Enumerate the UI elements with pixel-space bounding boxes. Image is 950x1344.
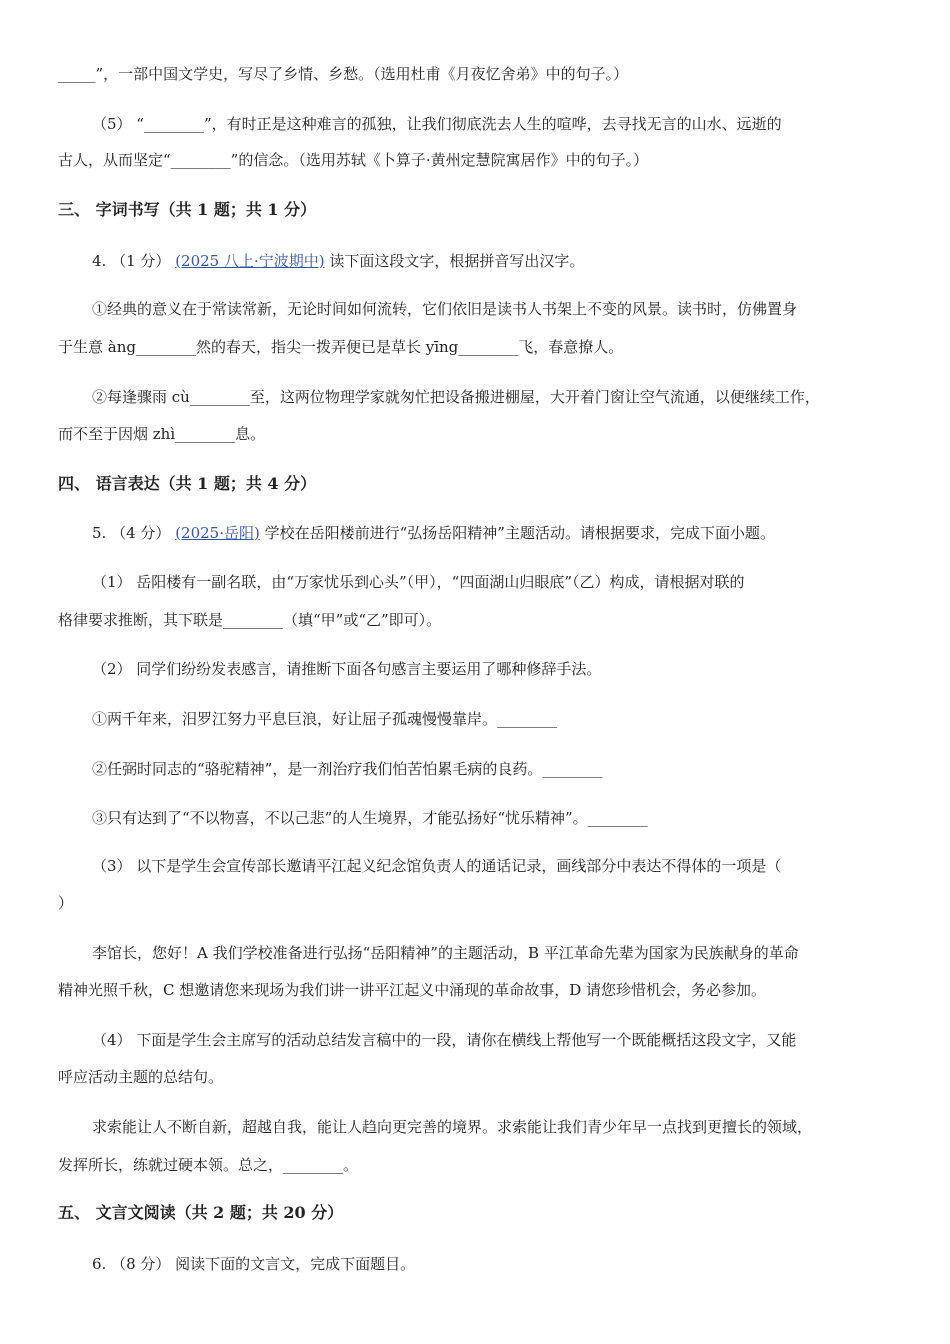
question-text: （3） 以下是学生会宣传部长邀请平江起义纪念馆负责人的通话记录，画线部分中表达不得体的一项是（ bbox=[92, 857, 782, 875]
question-prompt: 读下面这段文字，根据拼音写出汉字。 bbox=[329, 252, 585, 270]
question-text: ③只有达到了“不以物喜，不以己悲”的人生境界，才能弘扬好“忧乐精神”。________ bbox=[92, 809, 648, 827]
source-link[interactable]: (2025·岳阳) bbox=[175, 524, 260, 542]
question-text: 6. （8 分） 阅读下面的文言文，完成下面题目。 bbox=[92, 1255, 416, 1273]
question-text: （5） “________”，有时正是这种难言的孤独，让我们彻底洗去人生的喧哗，去寻找无言的山水、远逝的 bbox=[92, 115, 782, 133]
question-text: 呼应活动主题的总结句。 bbox=[58, 1068, 224, 1086]
question-text: 求索能让人不断自新，超越自我，能让人趋向更完善的境界。求索能让我们青少年早一点找到更擅长的领域， bbox=[92, 1118, 813, 1136]
question-header bbox=[92, 251, 584, 271]
question-text: （1） 岳阳楼有一副名联，由“万家忧乐到心头”（甲），“四面湖山归眼底”（乙）构成，请根据对联的 bbox=[92, 573, 745, 591]
question-text: 发挥所长，练就过硬本领。总之，________。 bbox=[58, 1156, 359, 1174]
question-text: _____”，一部中国文学史，写尽了乡情、乡愁。（选用杜甫《月夜忆舍弟》中的句子。） bbox=[58, 65, 629, 83]
section-heading: 五、 文言文阅读（共 2 题；共 20 分） bbox=[58, 1203, 344, 1222]
source-link[interactable]: (2025 八上·宁波期中) bbox=[175, 252, 325, 270]
question-text: 而不至于因烟 zhì________息。 bbox=[58, 425, 266, 443]
question-text: （4） 下面是学生会主席写的活动总结发言稿中的一段，请你在横线上帮他写一个既能概括这段文字，又能 bbox=[92, 1031, 797, 1049]
question-text: 格律要求推断，其下联是________（填“甲”或“乙”即可）。 bbox=[58, 611, 442, 629]
question-number: 5. （4 分） bbox=[92, 524, 171, 542]
question-number: 4. （1 分） bbox=[92, 252, 171, 270]
question-text: 精神光照千秋，C 想邀请您来现场为我们讲一讲平江起义中涌现的革命故事，D 请您珍惜机会，务必参加。 bbox=[58, 981, 767, 999]
question-text: 古人，从而坚定“________”的信念。（选用苏轼《卜算子·黄州定慧院寓居作》中的句子。） bbox=[58, 151, 649, 169]
question-text: 李馆长，您好！A 我们学校准备进行弘扬“岳阳精神”的主题活动，B 平江革命先辈为国家为民族献身的革命 bbox=[92, 944, 799, 962]
question-text: ②每逢骤雨 cù________至，这两位物理学家就匆忙把设备搬进棚屋，大开着门窗让空气流通，以便继续工作， bbox=[92, 388, 820, 406]
question-header bbox=[92, 523, 775, 543]
question-text: ①经典的意义在于常读常新，无论时间如何流转，它们依旧是读书人书架上不变的风景。读书时，仿佛置身 bbox=[92, 300, 798, 318]
question-text: ②任弼时同志的“骆驼精神”，是一剂治疗我们怕苦怕累毛病的良药。________ bbox=[92, 760, 603, 778]
question-text: ） bbox=[58, 894, 74, 912]
question-text: （2） 同学们纷纷发表感言，请推断下面各句感言主要运用了哪种修辞手法。 bbox=[92, 660, 602, 678]
question-prompt: 学校在岳阳楼前进行“弘扬岳阳精神”主题活动。请根据要求，完成下面小题。 bbox=[264, 524, 775, 542]
question-text: ①两千年来，汨罗江努力平息巨浪，好让屈子孤魂慢慢靠岸。________ bbox=[92, 710, 558, 728]
question-text: 于生意 àng________然的春天，指尖一拨弄便已是草长 yīng________飞，春意撩人。 bbox=[58, 338, 624, 356]
section-heading: 三、 字词书写（共 1 题；共 1 分） bbox=[58, 200, 317, 219]
section-heading: 四、 语言表达（共 1 题；共 4 分） bbox=[58, 474, 317, 493]
